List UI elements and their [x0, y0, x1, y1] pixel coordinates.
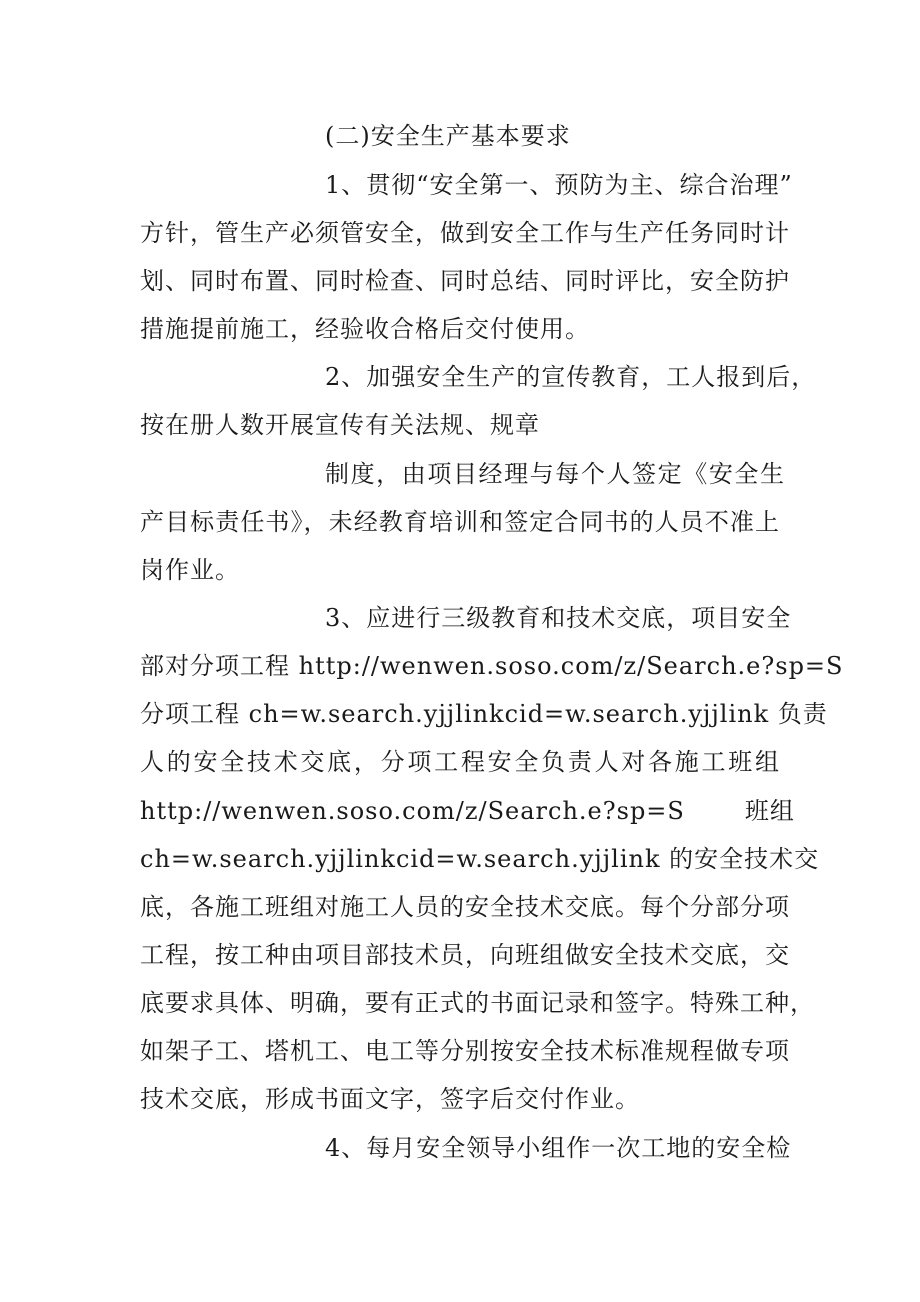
paragraph-4-line-7: 底，各施工班组对施工人员的安全技术交底。每个分部分项 [140, 893, 790, 921]
paragraph-3-line-2: 产目标责任书》，未经教育培训和签定合同书的人员不准上 [140, 508, 780, 536]
paragraph-1-line-4: 措施提前施工，经验收合格后交付使用。 [140, 315, 590, 343]
section-heading: (二)安全生产基本要求 [325, 122, 571, 150]
word-zu: 组 [769, 797, 795, 825]
paragraph-4-line-4: 人的安全技术交底，分项工程安全负责人对各施工班组 [140, 748, 780, 776]
paragraph-1-line-3: 划、同时布置、同时检查、同时总结、同时评比，安全防护 [140, 267, 790, 295]
paragraph-4-line-3: 分项工程 ch=w.search.yjjlinkcid=w.search.yjjlink 负责 [140, 700, 828, 728]
paragraph-1-line-2: 方针，管生产必须管安全，做到安全工作与生产任务同时计 [140, 219, 790, 247]
paragraph-4-line-10: 如架子工、塔机工、电工等分别按安全技术标准规程做专项 [140, 1037, 790, 1065]
paragraph-5-line-1: 4、每月安全领导小组作一次工地的安全检 [325, 1134, 792, 1162]
paragraph-1-line-1: 1、贯彻“安全第一、预防为主、综合治理” [325, 171, 793, 199]
paragraph-4-line-2: 部对分项工程 http://wenwen.soso.com/z/Search.e?sp=S [140, 652, 844, 680]
paragraph-4-line-6: ch=w.search.yjjlinkcid=w.search.yjjlink 的安全技术交 [140, 845, 820, 873]
word-ban: 班 [744, 797, 770, 825]
paragraph-4-line-8: 工程，按工种由项目部技术员，向班组做安全技术交底，交 [140, 941, 790, 969]
paragraph-2-line-1: 2、加强安全生产的宣传教育，工人报到后， [325, 363, 817, 391]
paragraph-4-line-9: 底要求具体、明确，要有正式的书面记录和签字。特殊工种， [140, 989, 815, 1017]
paragraph-4-line-5 [140, 796, 795, 826]
paragraph-2-line-2: 按在册人数开展宣传有关法规、规章 [140, 411, 540, 439]
paragraph-4-line-1: 3、应进行三级教育和技术交底，项目安全 [325, 604, 792, 632]
url-text: http://wenwen.soso.com/z/Search.e?sp=S [140, 797, 685, 825]
paragraph-4-line-11: 技术交底，形成书面文字，签字后交付作业。 [140, 1085, 640, 1113]
paragraph-3-line-1: 制度，由项目经理与每个人签定《安全生 [325, 460, 785, 488]
paragraph-3-line-3: 岗作业。 [140, 556, 240, 584]
